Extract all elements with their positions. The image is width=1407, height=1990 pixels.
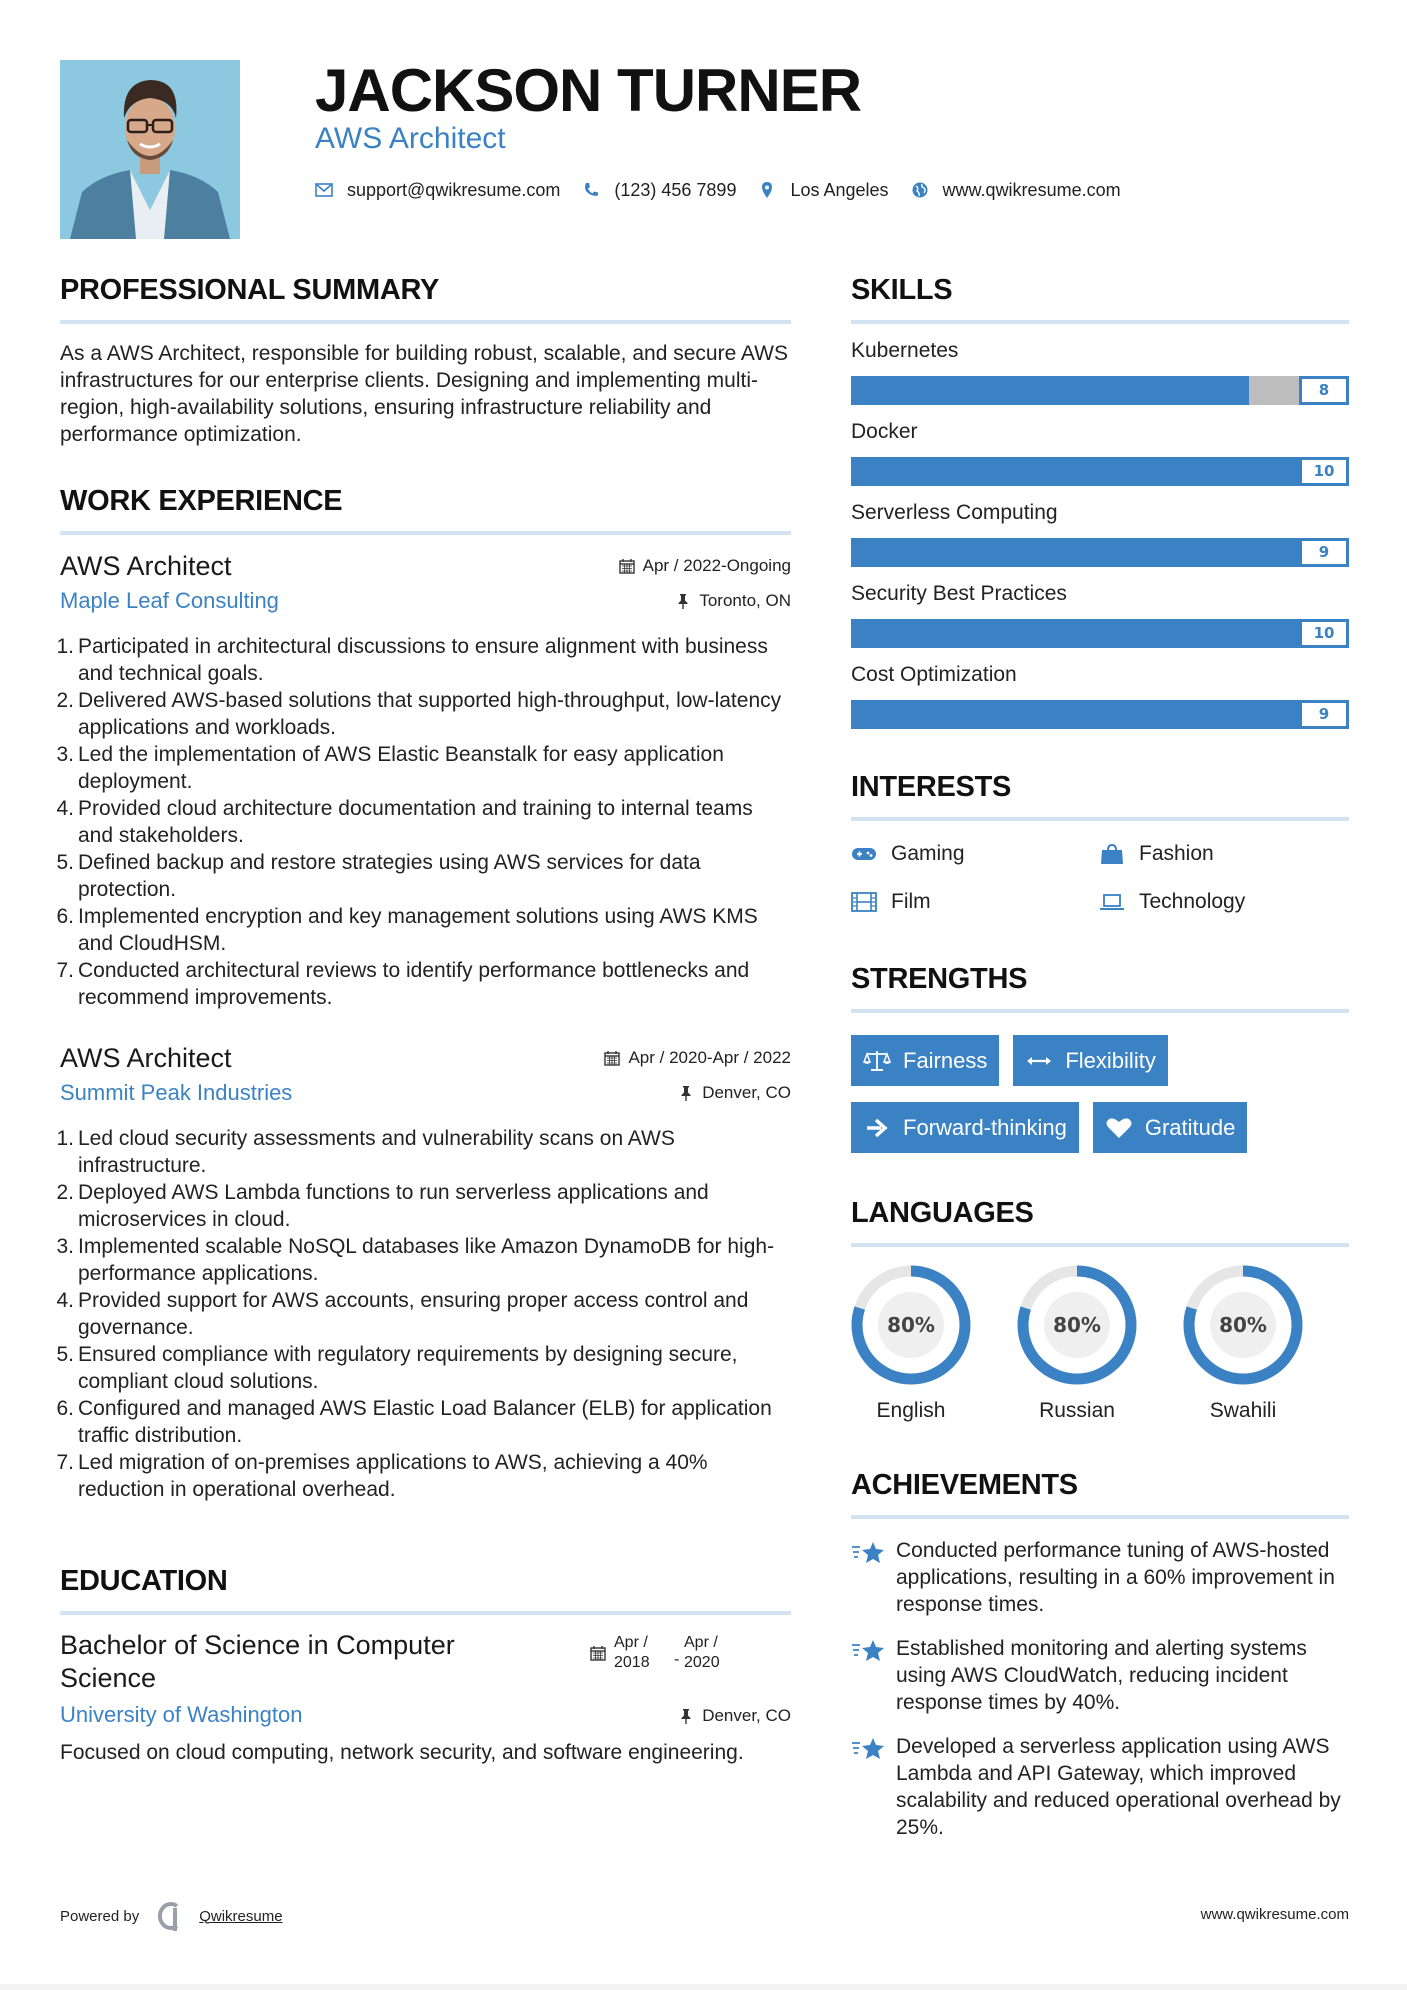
footer-powered-by — [60, 1900, 283, 1932]
skill-rating-bar — [851, 376, 1349, 405]
languages-list — [851, 1265, 1349, 1423]
shooting-star-icon — [851, 1736, 885, 1762]
shooting-star-icon — [851, 1540, 885, 1566]
language-item — [1183, 1265, 1349, 1423]
language-name: English — [876, 1399, 946, 1422]
skill-rating-bar — [851, 538, 1349, 567]
list-item: 1. Participated in architectural discussions to ensure alignment with business and technical goals. — [56, 635, 768, 685]
location-text: Denver, CO — [702, 1083, 791, 1102]
section-divider — [60, 531, 791, 535]
date-text: Apr / 2022-Ongoing — [642, 556, 791, 575]
location-text: Toronto, ON — [699, 591, 791, 610]
section-divider — [851, 1243, 1349, 1247]
language-percent: 80% — [1053, 1313, 1101, 1337]
pushpin-icon — [675, 593, 691, 609]
list-item: 2. Deployed AWS Lambda functions to run serverless applications and microservices in cloud. — [56, 1181, 709, 1231]
film-icon — [851, 891, 877, 913]
left-column — [56, 272, 791, 1766]
section-divider — [851, 1009, 1349, 1013]
experience-section — [56, 483, 791, 1503]
language-percent: 80% — [887, 1313, 935, 1337]
skill-item — [851, 419, 1349, 486]
summary-text: As a AWS Architect, responsible for building robust, scalable, and secure AWS infrastructures for our enterprise clients. Designing and implementing multi-region, high-availability solutions, ensuring infrastructure reliability and performance optimization. — [60, 342, 788, 446]
strength-badge: Forward-thinking — [851, 1102, 1079, 1153]
job-date — [604, 1047, 791, 1069]
job-date — [619, 555, 791, 577]
list-item: 5. Ensured compliance with regulatory requirements by designing secure, compliant cloud solutions. — [56, 1343, 738, 1393]
section-title: STRENGTHS — [851, 963, 1028, 995]
summary-section — [60, 272, 791, 448]
footer-website[interactable]: www.qwikresume.com — [1200, 1906, 1349, 1923]
strength-badge: Gratitude — [1093, 1102, 1248, 1153]
achievement-item: Conducted performance tuning of AWS-hosted applications, resulting in a 60% improvement in response times. — [851, 1537, 1349, 1618]
website-text: www.qwikresume.com — [942, 179, 1121, 200]
contact-phone[interactable] — [582, 180, 736, 201]
skill-item — [851, 662, 1349, 729]
education-description: Focused on cloud computing, network security, and software engineering. — [60, 1741, 744, 1764]
list-item: 2. Delivered AWS-based solutions that supported high-throughput, low-latency applications and workloads. — [56, 689, 782, 739]
list-item: 3. Led the implementation of AWS Elastic Beanstalk for easy application deployment. — [56, 743, 724, 793]
job-title: AWS Architect — [60, 551, 232, 581]
section-title: PROFESSIONAL SUMMARY — [60, 274, 440, 306]
language-name: Swahili — [1209, 1399, 1277, 1422]
skill-item — [851, 581, 1349, 648]
powered-by-label: Powered by — [60, 1907, 140, 1925]
skill-score: 9 — [1299, 700, 1349, 729]
language-item — [1017, 1265, 1183, 1423]
languages-section — [851, 1195, 1349, 1423]
interest-item: Gaming — [851, 841, 1099, 867]
strengths-list — [851, 1035, 1311, 1153]
list-item: 7. Led migration of on-premises applications to AWS, achieving a 40% reduction in operational overhead. — [56, 1451, 708, 1501]
shooting-star-icon — [851, 1638, 885, 1664]
job-entry — [56, 549, 791, 1011]
skill-score: 10 — [1299, 619, 1349, 648]
laptop-icon — [1099, 891, 1125, 913]
arrows-horizontal-icon — [1025, 1049, 1053, 1073]
contact-bar — [315, 176, 1143, 204]
start-date: Apr / 2018 — [614, 1634, 650, 1671]
list-item: 4. Provided support for AWS accounts, ensuring proper access control and governance. — [56, 1289, 749, 1339]
job-company: Maple Leaf Consulting — [60, 588, 279, 613]
skills-section — [851, 272, 1349, 729]
achievements-list — [851, 1537, 1349, 1841]
date-text: Apr / 2020-Apr / 2022 — [628, 1048, 791, 1067]
map-pin-icon — [758, 181, 776, 199]
achievement-item: Established monitoring and alerting systems using AWS CloudWatch, reducing incident response times by 40%. — [851, 1635, 1349, 1716]
list-item: 6. Implemented encryption and key management solutions using AWS KMS and CloudHSM. — [56, 905, 758, 955]
pushpin-icon — [678, 1085, 694, 1101]
language-item — [851, 1265, 1017, 1423]
interest-item: Fashion — [1099, 841, 1347, 867]
contact-location — [758, 180, 888, 201]
envelope-icon — [315, 181, 333, 199]
section-title: INTERESTS — [851, 771, 1012, 803]
degree-title: Bachelor of Science in Computer Science — [60, 1630, 455, 1693]
calendar-icon — [619, 558, 635, 574]
strength-badge: Flexibility — [1013, 1035, 1167, 1086]
section-title: LANGUAGES — [851, 1197, 1034, 1229]
person-photo-icon — [60, 60, 240, 239]
job-title: AWS Architect — [60, 1043, 232, 1073]
location-text: Denver, CO — [702, 1706, 791, 1725]
job-location — [675, 590, 791, 612]
skill-name: Cost Optimization — [851, 663, 1017, 686]
qwikresume-logo-icon — [155, 1900, 185, 1932]
end-date: Apr / 2020 — [684, 1634, 720, 1671]
strength-badge: Fairness — [851, 1035, 999, 1086]
list-item: 1. Led cloud security assessments and vulnerability scans on AWS infrastructure. — [56, 1127, 675, 1177]
language-progress-ring — [1017, 1265, 1137, 1385]
education-section — [60, 1563, 791, 1766]
page-bottom-edge — [0, 1984, 1407, 1990]
job-entry — [56, 1041, 791, 1503]
pushpin-icon — [678, 1708, 694, 1724]
balance-scale-icon — [863, 1049, 891, 1073]
interests-list — [851, 841, 1349, 915]
contact-email[interactable] — [315, 180, 560, 201]
job-location — [678, 1082, 791, 1104]
candidate-role: AWS Architect — [315, 122, 506, 155]
section-title: SKILLS — [851, 274, 953, 306]
section-title: WORK EXPERIENCE — [60, 485, 343, 517]
strengths-section — [851, 961, 1349, 1153]
contact-website[interactable] — [911, 180, 1121, 201]
language-progress-ring — [851, 1265, 971, 1385]
skill-item — [851, 338, 1349, 405]
section-divider — [851, 1515, 1349, 1519]
skill-score: 10 — [1299, 457, 1349, 486]
globe-icon — [911, 181, 929, 199]
list-item: 6. Configured and managed AWS Elastic Load Balancer (ELB) for application traffic distribution. — [56, 1397, 772, 1447]
achievements-section — [851, 1467, 1349, 1841]
achievement-item: Developed a serverless application using AWS Lambda and API Gateway, which improved scalability and reduced operational overhead by 25%. — [851, 1733, 1349, 1841]
interest-item: Film — [851, 889, 1099, 915]
calendar-icon — [590, 1645, 606, 1661]
phone-text: (123) 456 7899 — [614, 179, 737, 200]
profile-photo — [60, 60, 240, 239]
section-title: ACHIEVEMENTS — [851, 1469, 1078, 1501]
skill-score: 9 — [1299, 538, 1349, 567]
skill-rating-bar — [851, 700, 1349, 729]
qwikresume-link[interactable]: Qwikresume — [199, 1907, 283, 1925]
skill-rating-bar — [851, 619, 1349, 648]
skills-list — [851, 338, 1349, 729]
list-item: 5. Defined backup and restore strategies using AWS services for data protection. — [56, 851, 701, 901]
interest-item: Technology — [1099, 889, 1347, 915]
section-divider — [60, 320, 791, 324]
section-divider — [851, 817, 1349, 821]
job-bullets — [56, 633, 791, 1011]
skill-name: Security Best Practices — [851, 582, 1067, 605]
education-dates — [590, 1633, 744, 1673]
skill-rating-bar — [851, 457, 1349, 486]
section-divider — [60, 1611, 791, 1615]
date-separator: - — [674, 1651, 680, 1668]
language-percent: 80% — [1219, 1313, 1267, 1337]
skill-score: 8 — [1299, 376, 1349, 405]
school-name: University of Washington — [60, 1702, 303, 1727]
language-name: Russian — [1039, 1399, 1115, 1422]
phone-icon — [582, 181, 600, 199]
calendar-icon — [604, 1050, 620, 1066]
interests-section — [851, 769, 1349, 915]
language-progress-ring — [1183, 1265, 1303, 1385]
arrow-right-icon — [863, 1116, 891, 1140]
gamepad-icon — [851, 843, 877, 865]
education-location — [678, 1705, 791, 1727]
location-text: Los Angeles — [790, 179, 889, 200]
skill-name: Docker — [851, 420, 918, 443]
skill-name: Kubernetes — [851, 339, 959, 362]
list-item: 3. Implemented scalable NoSQL databases like Amazon DynamoDB for high-performance applications. — [56, 1235, 775, 1285]
list-item: 7. Conducted architectural reviews to identify performance bottlenecks and recommend improvements. — [56, 959, 750, 1009]
skill-item — [851, 500, 1349, 567]
heart-icon — [1105, 1116, 1133, 1140]
section-divider — [851, 320, 1349, 324]
job-company: Summit Peak Industries — [60, 1080, 293, 1105]
job-bullets — [56, 1125, 791, 1503]
section-title: EDUCATION — [60, 1565, 228, 1597]
shopping-bag-icon — [1099, 843, 1125, 865]
list-item: 4. Provided cloud architecture documentation and training to internal teams and stakeholders. — [56, 797, 753, 847]
candidate-name: JACKSON TURNER — [315, 57, 862, 124]
skill-name: Serverless Computing — [851, 501, 1058, 524]
email-text: support@qwikresume.com — [347, 179, 561, 200]
right-column — [851, 272, 1349, 1858]
